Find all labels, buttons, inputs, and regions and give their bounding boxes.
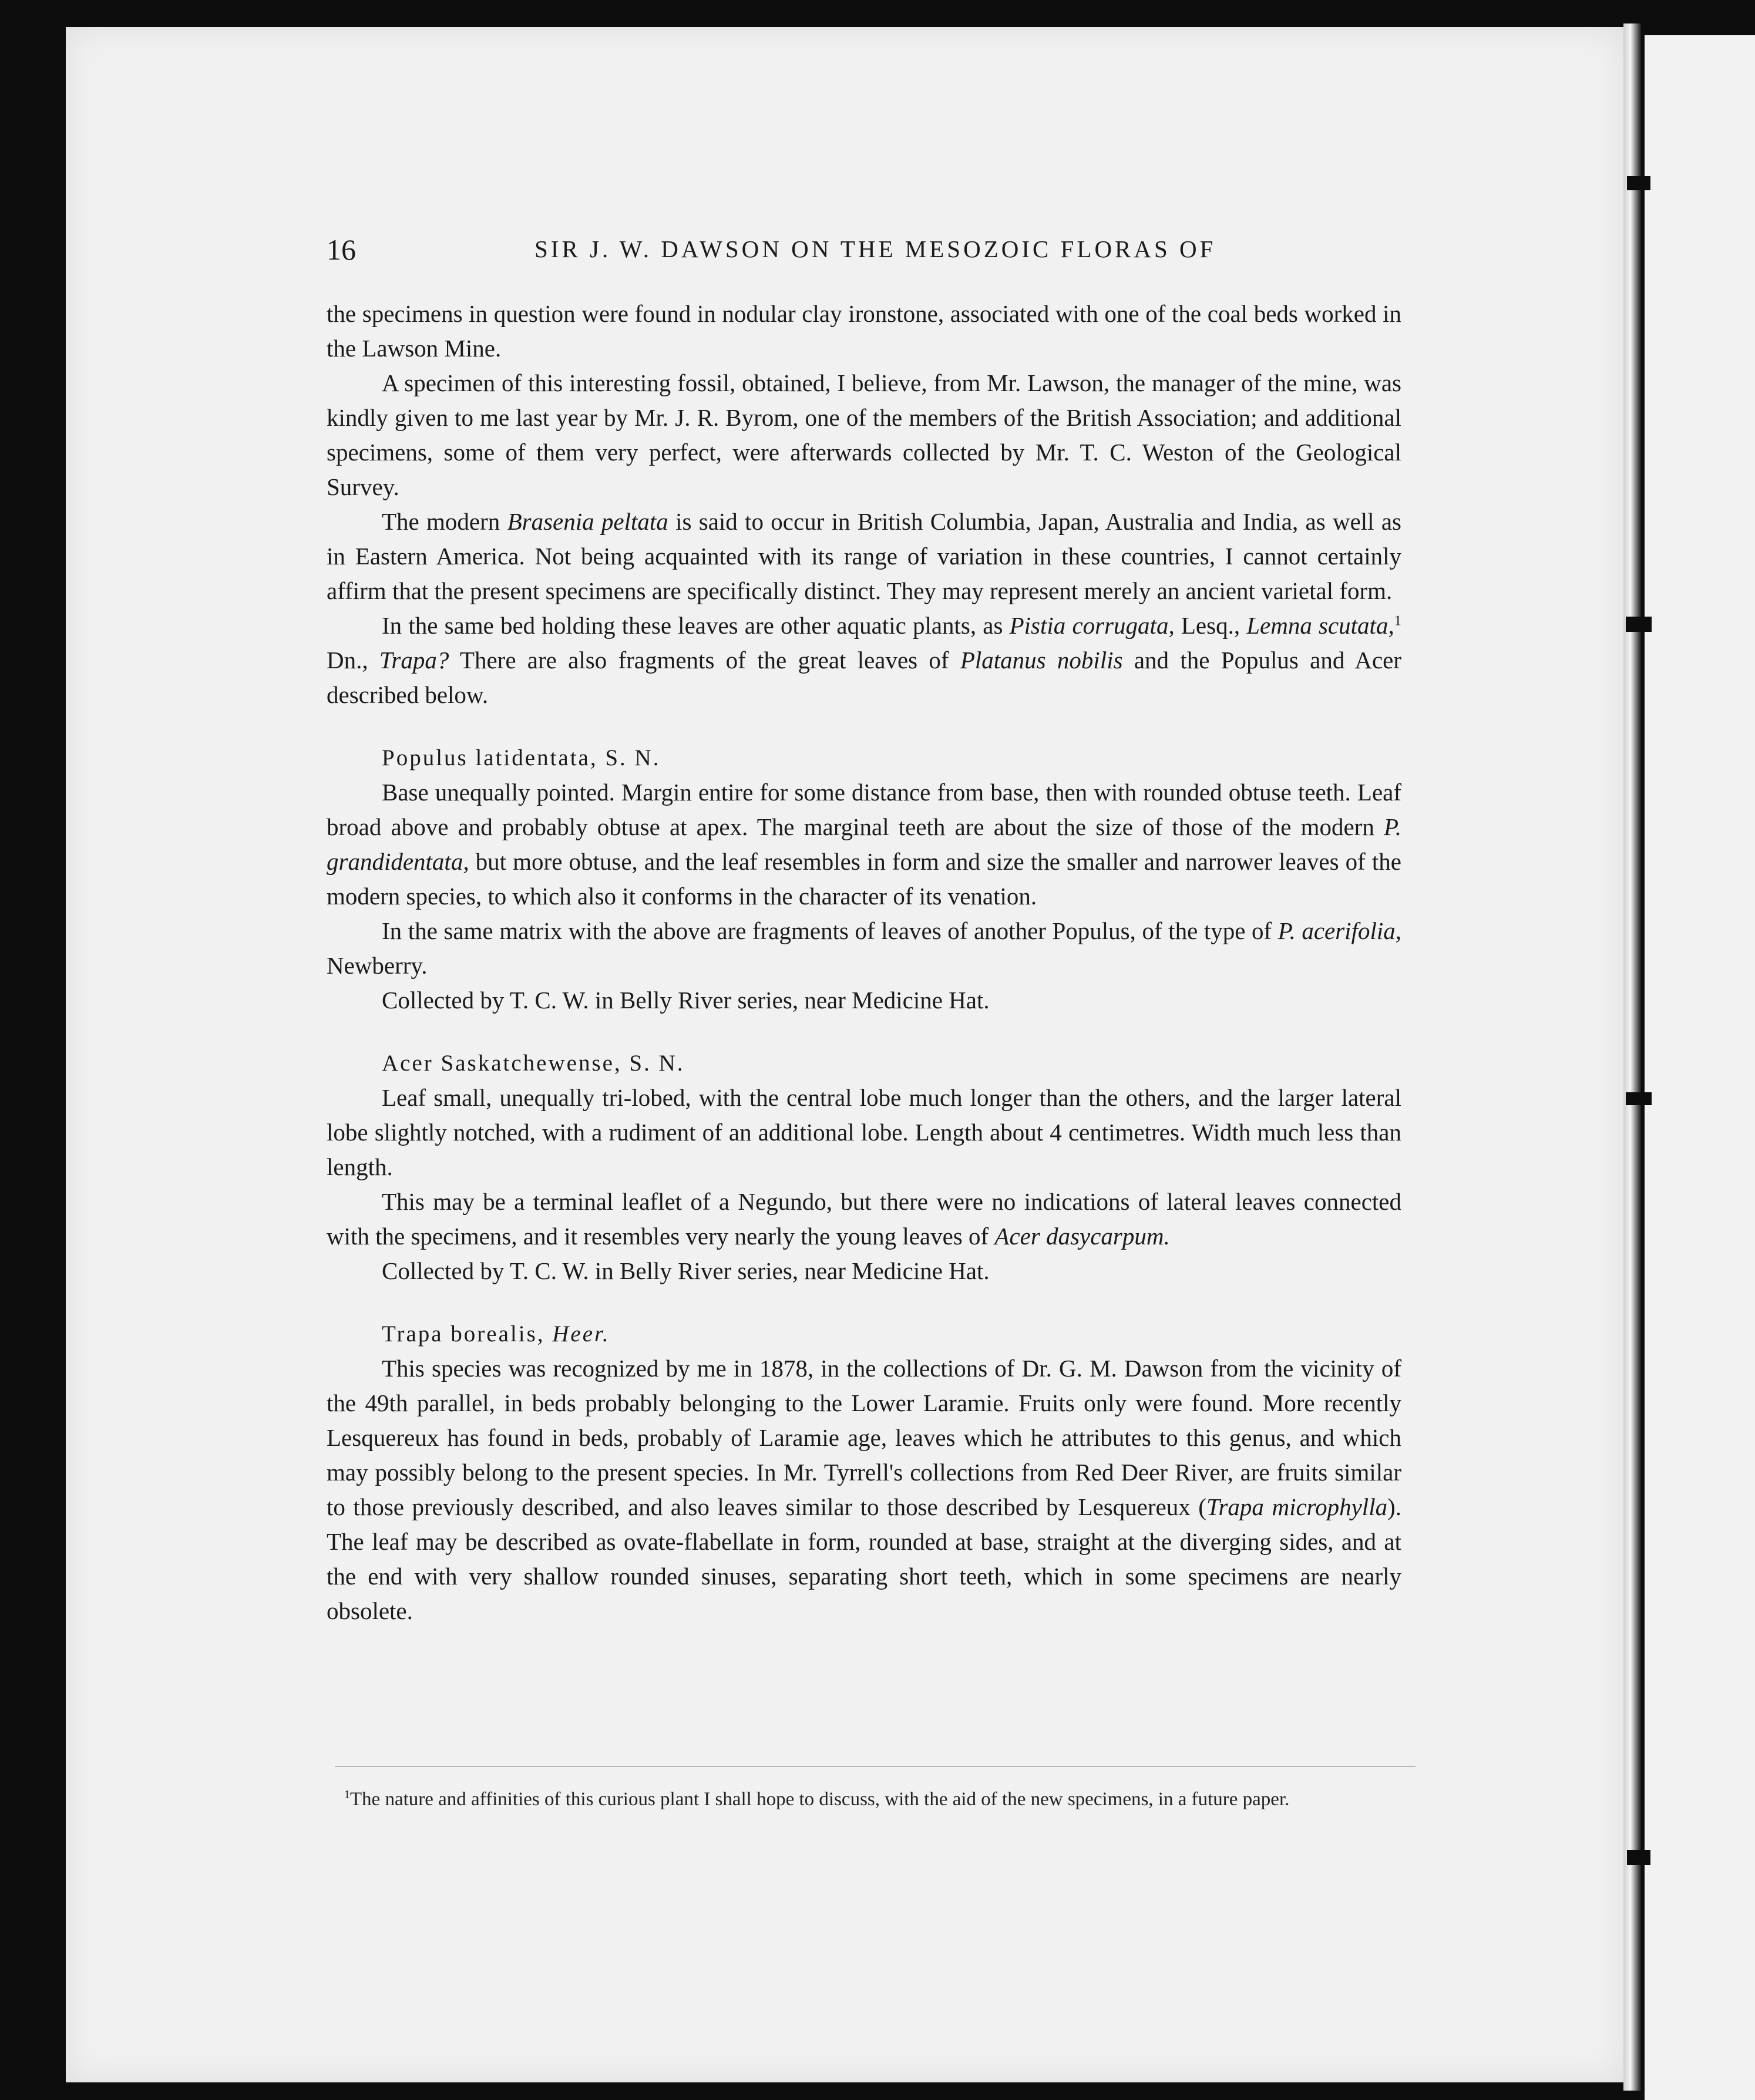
section-heading: Acer Saskatchewense, S. N. — [382, 1051, 685, 1076]
text-run: but more obtuse, and the leaf resembles in form and size the smaller and narrower leaves of the modern species, to which also it conforms in the character of its venation. — [327, 848, 1401, 910]
species-name: Acer dasycarpum. — [994, 1223, 1170, 1250]
species-name: Platanus nobilis — [960, 647, 1123, 674]
scan-border — [0, 0, 65, 2100]
text-run: Newberry. — [327, 952, 428, 979]
species-name: Lemna scutata, — [1246, 612, 1394, 639]
page-number: 16 — [327, 233, 356, 266]
paragraph: the specimens in question were found in nodular clay ironstone, associated with one of the coal beds worked in the Lawson Mine. — [327, 300, 1401, 362]
text-run: and the Populus and Acer described below. — [327, 647, 1401, 708]
paragraph: Collected by T. C. W. in Belly River series, near Medicine Hat. — [382, 987, 990, 1014]
footnote-ref: 1 — [1394, 612, 1401, 629]
spine-mark — [1626, 617, 1652, 632]
species-name: Brasenia peltata — [507, 508, 668, 535]
species-name: Trapa microphylla — [1206, 1493, 1388, 1520]
text-run: Lesq., — [1174, 612, 1247, 639]
species-name: P. acerifolia, — [1277, 917, 1401, 944]
text-run: There are also fragments of the great leaves of — [449, 647, 960, 674]
footnote-body: The nature and affinities of this curious plant I shall hope to discuss, with the aid of the new specimens, in a future paper. — [349, 1789, 1290, 1810]
section-heading: Populus latidentata, S. N. — [382, 745, 661, 770]
text-run: The modern — [382, 508, 507, 535]
authority-name: Heer. — [552, 1321, 610, 1347]
spine-mark — [1626, 1092, 1652, 1105]
page-gutter — [1623, 23, 1641, 2091]
text-run: This species was recognized by me in 1878, in the collections of Dr. G. M. Dawson from the vicinity of the 49th parallel, in beds probably belonging to the Lower Laramie. Fruits only were found. More recently Lesquereux has found in beds, probably of Laramie age, leaves which he attributes to this genus, and which may possibly belong to the present species. In Mr. Tyrrell's collections from Red Deer River, are fruits similar to those previously described, and also leaves similar to those described by Lesquereux ( — [327, 1355, 1401, 1520]
text-run: Base unequally pointed. Margin entire for some distance from base, then with rounded obtuse teeth. Leaf broad above and probably obtuse at apex. The marginal teeth are about the size of those of the modern — [327, 779, 1401, 840]
body-text — [327, 297, 1401, 1628]
text-run: is said to occur in British Columbia, Japan, Australia and India, as well as in Eastern America. Not being acquainted with its range of variation in these countries, I cannot certainly affirm that the present specimens are specifically distinct. They may represent merely an ancient varietal form. — [327, 508, 1402, 604]
paragraph — [327, 1184, 1401, 1254]
species-name: P. grandidentata, — [327, 813, 1401, 875]
running-title — [534, 235, 1709, 263]
paragraph: Leaf small, unequally tri-lobed, with the central lobe much longer than the others, and the larger lateral lobe slightly notched, with a rudiment of an additional lobe. Length about 4 centimetres. Width much less than length. — [327, 1084, 1401, 1180]
facing-page-edge — [1645, 35, 1755, 2100]
footnote-mark: 1 — [344, 1788, 350, 1801]
running-title-text: SIR J. W. DAWSON ON THE MESOZOIC FLORAS OF — [534, 235, 1216, 262]
paragraph: A specimen of this interesting fossil, obtained, I believe, from Mr. Lawson, the manager of the mine, was kindly given to me last year by Mr. J. R. Byrom, one of the members of the British Association; and additional specimens, some of them very perfect, were afterwards collected by Mr. T. C. Weston of the Geological Survey. — [327, 369, 1401, 500]
footnote-rule — [335, 1766, 1416, 1767]
footnote — [327, 1785, 1413, 1813]
paragraph: Collected by T. C. W. in Belly River series, near Medicine Hat. — [382, 1257, 990, 1284]
species-name: Trapa? — [379, 647, 449, 674]
paragraph — [327, 608, 1401, 712]
text-run: Dn., — [327, 647, 379, 674]
species-name: Pistia corrugata, — [1009, 612, 1175, 639]
spine-mark — [1627, 1850, 1650, 1865]
text-run: In the same matrix with the above are fragments of leaves of another Populus, of the type of — [382, 917, 1278, 944]
spine-mark — [1627, 176, 1650, 190]
text-run: This may be a terminal leaflet of a Negundo, but there were no indications of lateral leaves connected with the specimens, and it resembles very nearly the young leaves of — [327, 1188, 1401, 1250]
paragraph — [327, 775, 1401, 914]
text-run: ). The leaf may be described as ovate-flabellate in form, rounded at base, straight at the diverging sides, and at the end with very shallow rounded sinuses, separating short teeth, which in some specimens are nearly obsolete. — [327, 1493, 1401, 1624]
paragraph — [327, 914, 1401, 983]
section-heading — [327, 1317, 1401, 1351]
footnote-text — [327, 1785, 1413, 1813]
paragraph — [327, 504, 1401, 608]
text-run: In the same bed holding these leaves are other aquatic plants, as — [382, 612, 1010, 639]
heading-text: Trapa borealis, — [382, 1321, 553, 1347]
paragraph — [327, 1351, 1401, 1628]
